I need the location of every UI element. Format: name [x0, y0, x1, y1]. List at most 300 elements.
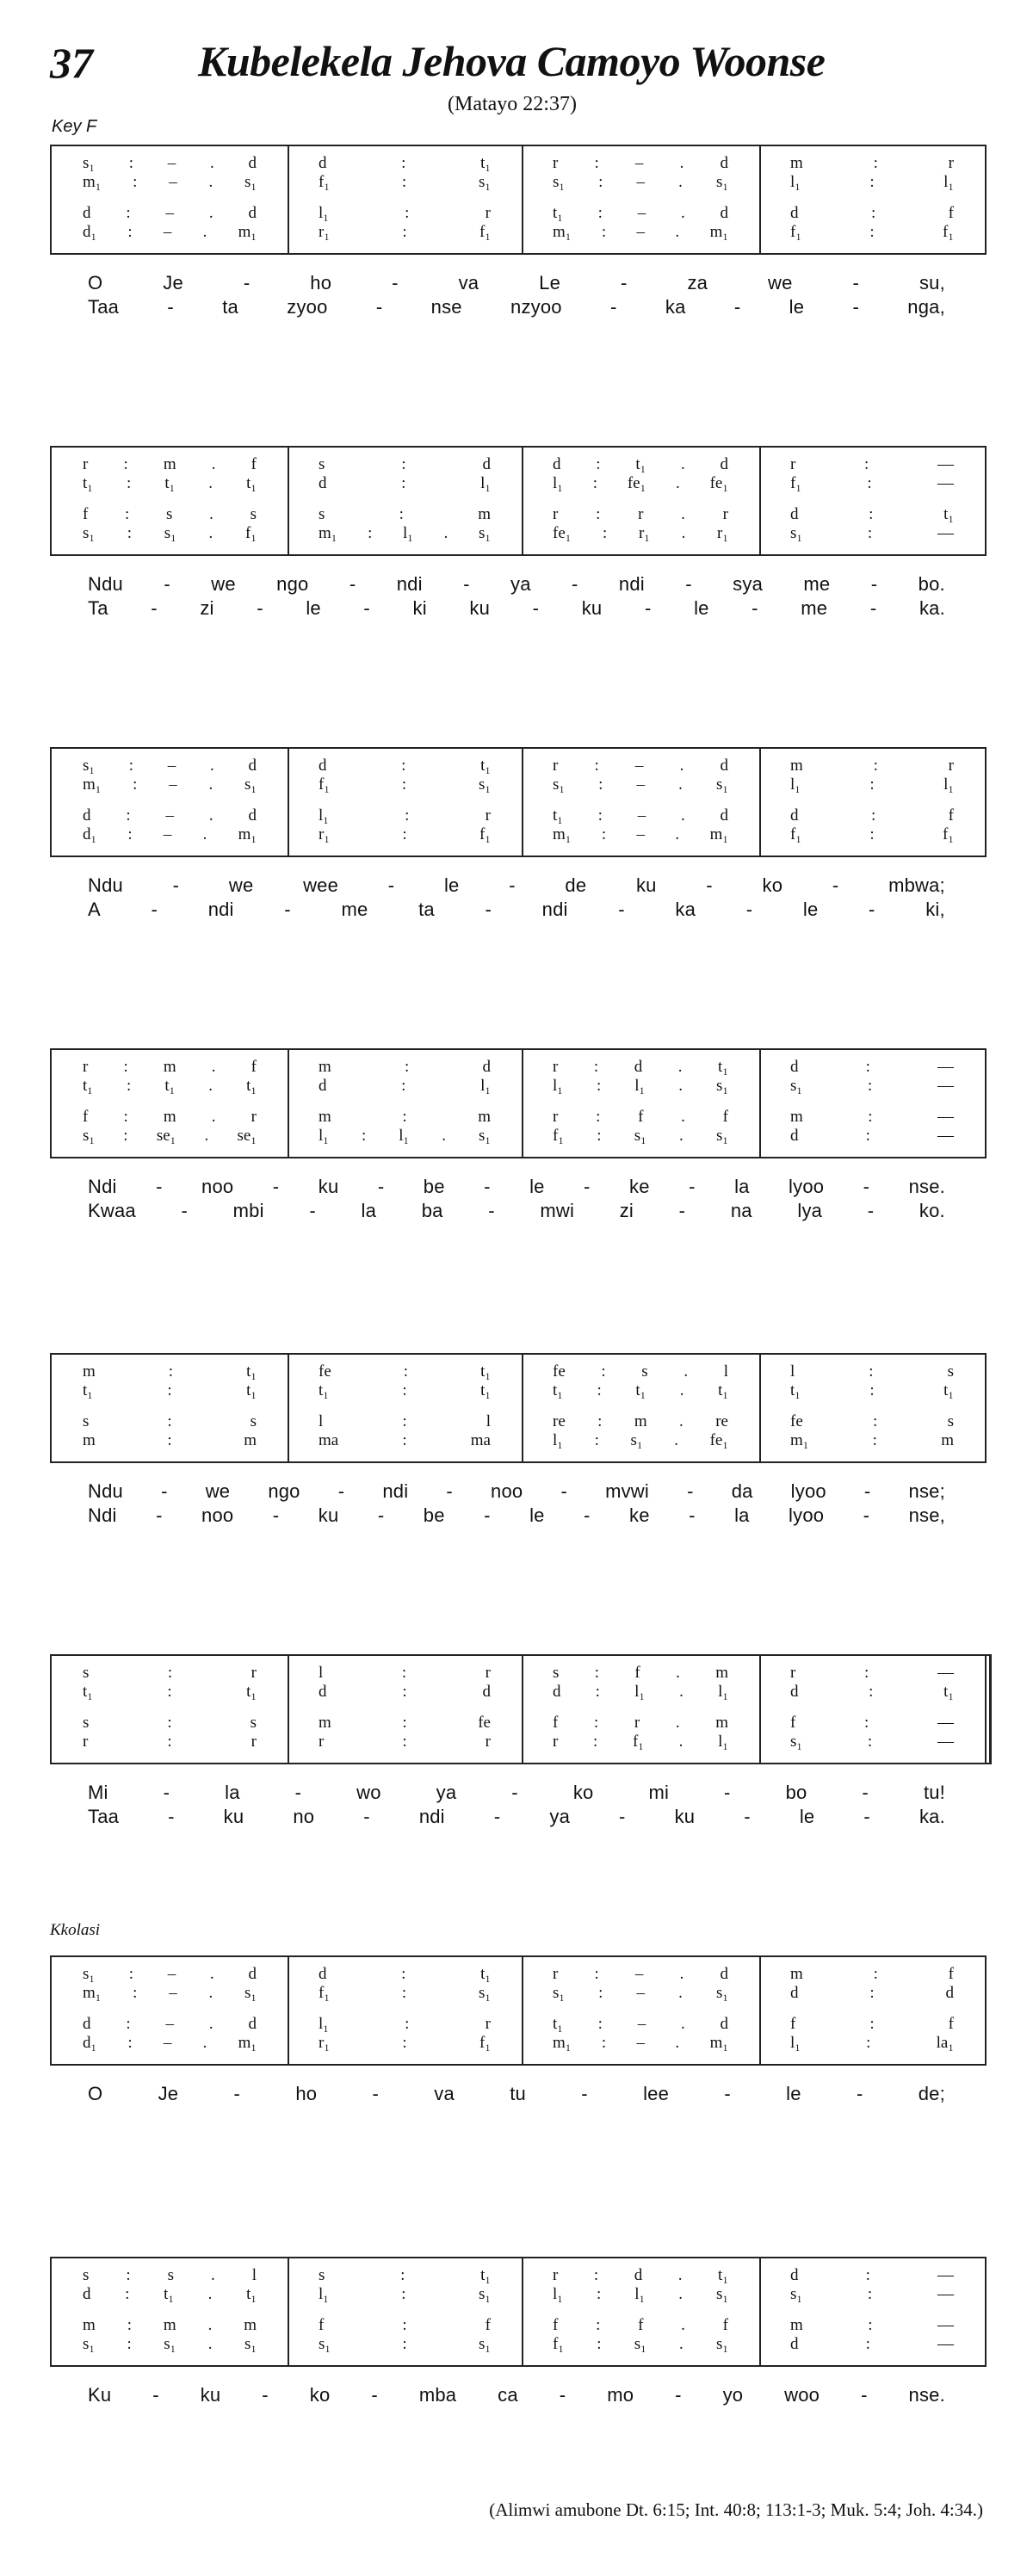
solfa-note: l₁ [319, 204, 329, 222]
solfa-note: f [83, 505, 89, 523]
solfa-note: : [401, 1965, 406, 1983]
lyric-syllable: Ndu [88, 573, 123, 595]
lyric-syllable: ndi [418, 1806, 445, 1827]
measure-notes [52, 1076, 288, 1096]
solfa-note: fe₁ [553, 524, 572, 542]
solfa-note: : [868, 2316, 873, 2334]
solfa-note: . [208, 173, 213, 191]
lyric-syllable: wo [356, 1782, 381, 1803]
solfa-note: l₁ [790, 173, 801, 191]
solfa-note: m [244, 2316, 257, 2334]
solfa-note: . [680, 2015, 685, 2033]
lyric-syllable: ta [418, 899, 435, 920]
solfa-note: d [790, 1683, 799, 1701]
solfa-note: m [634, 1412, 647, 1430]
lyric-syllable: lee [643, 2083, 670, 2104]
lyric-syllable: - [689, 1504, 696, 1526]
solfa-note: r [83, 1733, 89, 1751]
solfa-note: s [83, 1412, 90, 1430]
solfa-note: . [677, 1058, 683, 1076]
solfa-note: — [937, 524, 954, 542]
solfa-note: la₁ [936, 2034, 954, 2052]
solfa-note: : [864, 1664, 869, 1682]
voice-part-line [52, 2284, 985, 2305]
lyric-syllable: - [377, 1176, 385, 1197]
lyric-syllable: - [168, 1806, 175, 1827]
solfa-note: : [594, 1965, 599, 1983]
solfa-note: . [678, 775, 683, 794]
lyric-syllable: ku [223, 1806, 244, 1827]
solfa-note: f₁ [245, 524, 257, 542]
solfa-note: s₁ [244, 173, 257, 191]
solfa-note: : [401, 154, 406, 172]
solfa-note: : [127, 825, 133, 843]
lyric-syllable: - [610, 296, 617, 318]
voice-part-line [52, 1713, 985, 1733]
solfa-note: . [210, 1965, 214, 1983]
solfa-note: d [248, 806, 257, 825]
solfa-note: s₁ [634, 2335, 646, 2353]
solfa-note: d [720, 154, 728, 172]
lyric-syllable: le [786, 2083, 801, 2104]
solfa-note: : [127, 2335, 132, 2353]
solfa-note: . [211, 1108, 216, 1126]
lyric-syllable: le [802, 899, 819, 920]
lyric-syllable: - [560, 1480, 567, 1502]
voice-part-line [52, 2315, 985, 2336]
solfa-note: t₁ [553, 2015, 563, 2033]
measure-notes [52, 523, 288, 544]
lyric-syllable: - [863, 1176, 870, 1197]
measure-notes [288, 2315, 522, 2336]
measure-notes [288, 2284, 522, 2305]
solfa-note: . [679, 1965, 684, 1983]
solfa-note: t₁ [790, 1381, 801, 1399]
lyric-syllable: - [372, 2083, 380, 2104]
lyric-syllable: - [678, 1200, 686, 1221]
solfa-note: s [319, 2266, 325, 2284]
music-system [50, 2257, 987, 2406]
solfa-note: t₁ [635, 1381, 646, 1399]
solfa-note: – [163, 825, 172, 843]
lyric-syllable: - [618, 899, 625, 920]
voice-part-line [52, 153, 985, 174]
solfa-note: : [128, 757, 134, 775]
solfa-note: l₁ [319, 806, 329, 825]
measure-notes [52, 203, 288, 224]
solfa-note: d [83, 806, 91, 825]
lyric-syllable: - [284, 899, 291, 920]
lyric-syllable: za [687, 272, 708, 293]
solfa-note: s [319, 455, 325, 473]
lyric-syllable: - [446, 1480, 453, 1502]
lyric-syllable: - [744, 1806, 751, 1827]
solfa-note: d [553, 1683, 561, 1701]
solfa-note: d [248, 204, 257, 222]
measure-notes [759, 1663, 985, 1683]
solfa-note: d [790, 505, 799, 523]
measure-notes [522, 1381, 759, 1401]
solfa-note: f₁ [479, 223, 491, 241]
solfa-note: f [638, 2316, 644, 2334]
lyric-syllable: - [164, 573, 170, 595]
lyric-syllable: nga, [907, 296, 945, 318]
measure-notes [52, 1983, 288, 2004]
solfa-note: f [722, 1108, 728, 1126]
measure-notes [522, 1126, 759, 1146]
solfa-note: r [634, 1714, 640, 1732]
solfa-note: : [400, 2266, 405, 2284]
solfa-note: t₁ [83, 1683, 93, 1701]
measure-notes [52, 454, 288, 475]
solfa-note: — [937, 1058, 954, 1076]
song-header [0, 0, 1033, 138]
solfa-note: : [405, 204, 410, 222]
solfa-note: t₁ [943, 1381, 954, 1399]
solfa-note: : [401, 1664, 407, 1682]
measure-notes [522, 2315, 759, 2336]
solfa-note: : [596, 505, 601, 523]
lyric-syllable: ba [421, 1200, 443, 1221]
voice-part-line [52, 1107, 985, 1127]
voice-part-line [52, 1412, 985, 1432]
measure-notes [288, 1663, 522, 1683]
solfa-note: . [680, 204, 685, 222]
solfa-note: f [485, 2316, 491, 2334]
lyric-line [50, 874, 983, 900]
staff-box [50, 2257, 987, 2367]
lyric-syllable: ndi [382, 1480, 409, 1502]
lyric-syllable: - [181, 1200, 189, 1221]
lyric-syllable: - [584, 1176, 591, 1197]
solfa-note: – [165, 2015, 174, 2033]
solfa-note: – [637, 2015, 646, 2033]
solfa-note: d₁ [83, 223, 97, 241]
solfa-note: m₁ [83, 775, 102, 794]
measure-notes [522, 2334, 759, 2355]
solfa-note: : [368, 524, 373, 542]
solfa-note: : [873, 154, 878, 172]
solfa-note: s₁ [83, 154, 96, 172]
lyric-syllable: bo. [918, 573, 945, 595]
lyric-syllable: - [863, 1504, 870, 1526]
measure-notes [759, 1964, 985, 1985]
solfa-note: f₁ [790, 474, 801, 492]
measure-notes [759, 825, 985, 845]
solfa-note: t₁ [246, 1077, 257, 1095]
lyric-syllable: - [272, 1176, 280, 1197]
solfa-note: f [638, 1108, 644, 1126]
solfa-note: — [937, 1108, 954, 1126]
solfa-note: : [594, 154, 599, 172]
measure-notes [52, 172, 288, 193]
solfa-note: f [948, 204, 954, 222]
measure-notes [522, 2284, 759, 2305]
solfa-note: d [83, 2015, 91, 2033]
solfa-note: . [680, 455, 685, 473]
measure-notes [52, 473, 288, 494]
solfa-note: s₁ [790, 524, 803, 542]
lyric-syllable: - [532, 597, 540, 619]
measure-notes [759, 756, 985, 776]
solfa-note: : [597, 1381, 602, 1399]
measure-notes [522, 2014, 759, 2035]
solfa-note: d [319, 474, 327, 492]
solfa-note: . [202, 2034, 207, 2052]
lyric-syllable: la [361, 1200, 377, 1221]
measure-notes [52, 2334, 288, 2355]
lyric-syllable: ndi [618, 573, 645, 595]
solfa-note: – [636, 825, 645, 843]
measure-notes [52, 1430, 288, 1451]
measure-notes [52, 1663, 288, 1683]
solfa-note: : [126, 2266, 131, 2284]
solfa-note: : [167, 1683, 172, 1701]
solfa-note: l₁ [319, 2015, 329, 2033]
lyric-syllable: - [870, 573, 878, 595]
solfa-note: f₁ [319, 775, 330, 794]
solfa-note: s [250, 1412, 257, 1430]
solfa-note: t₁ [480, 1362, 491, 1381]
solfa-note: . [208, 1984, 213, 2002]
measure-notes [759, 504, 985, 525]
solfa-note: : [598, 1984, 603, 2002]
lyric-syllable: - [257, 597, 263, 619]
solfa-note: r [251, 1108, 257, 1126]
solfa-note: : [127, 524, 133, 542]
lyric-syllable: Ta [88, 597, 108, 619]
solfa-note: f₁ [479, 2034, 491, 2052]
solfa-note: r₁ [717, 524, 728, 542]
lyric-syllable: ndi [541, 899, 568, 920]
solfa-note: — [937, 1733, 954, 1751]
measure-notes [759, 2334, 985, 2355]
measure-notes [288, 1381, 522, 1401]
lyric-syllable: le [529, 1176, 545, 1197]
solfa-note: . [681, 2316, 685, 2334]
solfa-note: m [941, 1431, 954, 1449]
measure-notes [288, 1076, 522, 1096]
measure-notes [288, 473, 522, 494]
lyric-syllable: - [375, 296, 383, 318]
solfa-note: d [790, 1984, 799, 2002]
solfa-note: . [202, 223, 207, 241]
solfa-note: – [167, 1965, 176, 1983]
solfa-note: s₁ [715, 775, 728, 794]
solfa-note: : [867, 474, 872, 492]
solfa-note: l₁ [634, 2285, 646, 2303]
solfa-note: : [865, 1127, 870, 1145]
lyric-syllable: da [731, 1480, 753, 1502]
solfa-note: f₁ [790, 223, 801, 241]
lyric-syllable: na [730, 1200, 752, 1221]
lyric-syllable: - [675, 2384, 682, 2406]
lyric-syllable: Ndu [88, 1480, 123, 1502]
lyric-syllable: la [225, 1782, 240, 1803]
solfa-note: s₁ [553, 775, 566, 794]
solfa-note: — [937, 1714, 954, 1732]
solfa-note: : [873, 757, 878, 775]
lyric-syllable: woo [784, 2384, 820, 2406]
solfa-note: . [678, 1077, 683, 1095]
solfa-note: s₁ [319, 2335, 331, 2353]
lyric-syllable: mvwi [605, 1480, 649, 1502]
solfa-note: : [168, 1362, 174, 1381]
voice-part-line [52, 2334, 985, 2355]
solfa-note: s₁ [715, 1127, 728, 1145]
music-system [50, 1353, 987, 1526]
solfa-note: – [636, 1984, 645, 2002]
solfa-note: . [679, 1381, 684, 1399]
measure-notes [759, 473, 985, 494]
solfa-note: r [553, 1108, 559, 1126]
solfa-note: – [636, 173, 645, 191]
chorus-label: Kkolasi [50, 1921, 101, 1939]
lyric-syllable: - [349, 573, 356, 595]
solfa-note: . [207, 2335, 213, 2353]
solfa-note: : [402, 825, 407, 843]
solfa-note: : [869, 505, 874, 523]
measure-notes [759, 2315, 985, 2336]
lyric-syllable: ki, [925, 899, 945, 920]
solfa-note: – [163, 2034, 172, 2052]
measure-notes [288, 775, 522, 795]
measure-notes [288, 153, 522, 174]
solfa-note: : [401, 1984, 407, 2002]
lyric-line [50, 1200, 983, 1226]
solfa-note: s₁ [553, 1984, 566, 2002]
solfa-note: f [948, 2015, 954, 2033]
lyric-syllable: - [463, 573, 470, 595]
solfa-note: l₁ [790, 2034, 801, 2052]
lyric-syllable: zi [200, 597, 214, 619]
lyric-syllable: - [724, 2083, 731, 2104]
solfa-note: – [167, 757, 176, 775]
solfa-note: : [594, 1664, 600, 1682]
solfa-note: l [723, 1362, 728, 1381]
measure-notes [288, 1732, 522, 1752]
solfa-note: r [553, 1733, 559, 1751]
solfa-note: s₁ [790, 2285, 803, 2303]
solfa-note: — [937, 1077, 954, 1095]
solfa-note: s₁ [478, 524, 491, 542]
solfa-note: . [211, 2266, 215, 2284]
solfa-note: r [485, 2015, 491, 2033]
lyric-syllable: tu [510, 2083, 526, 2104]
solfa-note: m [83, 2316, 96, 2334]
solfa-note: r [948, 757, 954, 775]
solfa-note: t₁ [943, 505, 954, 523]
measure-notes [288, 1107, 522, 1127]
solfa-note: : [405, 1058, 410, 1076]
solfa-note: . [208, 204, 213, 222]
solfa-note: l₁ [790, 775, 801, 794]
lyric-syllable: we [205, 1480, 231, 1502]
lyric-syllable: ngo [276, 573, 309, 595]
lyric-syllable: ku [674, 1806, 696, 1827]
solfa-note: m [163, 1058, 176, 1076]
solfa-note: m₁ [553, 2034, 572, 2052]
measure-notes [52, 1381, 288, 1401]
lyric-syllable: - [363, 1806, 370, 1827]
solfa-note: . [675, 2034, 680, 2052]
lyric-syllable: Ndu [88, 874, 123, 896]
solfa-note: s₁ [83, 1965, 96, 1983]
lyric-syllable: be [423, 1504, 445, 1526]
solfa-note: – [169, 1984, 177, 2002]
solfa-note: . [678, 1984, 683, 2002]
solfa-note: : [869, 1381, 875, 1399]
lyric-syllable: - [619, 1806, 626, 1827]
solfa-note: . [208, 1077, 213, 1095]
solfa-note: r [790, 455, 796, 473]
lyric-syllable: wee [303, 874, 339, 896]
voice-part-line [52, 1430, 985, 1451]
lyric-syllable: lyoo [789, 1176, 825, 1197]
solfa-note: : [593, 1733, 598, 1751]
lyric-syllable: - [572, 573, 578, 595]
measure-notes [759, 2284, 985, 2305]
lyric-syllable: - [745, 899, 753, 920]
solfa-note: — [937, 2316, 954, 2334]
lyric-syllable: su, [919, 272, 945, 293]
measure-notes [52, 775, 288, 795]
lyric-syllable: de [565, 874, 587, 896]
solfa-note: : [167, 1381, 172, 1399]
solfa-note: s [250, 505, 257, 523]
solfa-note: s [319, 505, 325, 523]
solfa-note: . [678, 2285, 683, 2303]
lyric-syllable: - [852, 272, 860, 293]
footer-reference: (Alimwi amubone Dt. 6:15; Int. 40:8; 113:1-3; Muk. 5:4; Joh. 4:34.) [489, 2499, 983, 2520]
solfa-note: : [133, 173, 138, 191]
lyric-syllable: ko [572, 1782, 594, 1803]
solfa-note: s₁ [478, 1127, 491, 1145]
lyric-syllable: ka [675, 899, 696, 920]
solfa-note: l [486, 1412, 491, 1430]
solfa-note: s [83, 2266, 90, 2284]
measure-notes [52, 825, 288, 845]
measure-notes [759, 454, 985, 475]
solfa-note: s₁ [478, 1984, 491, 2002]
solfa-note: m [319, 1108, 331, 1126]
lyric-syllable: ku [318, 1504, 339, 1526]
solfa-note: l₁ [480, 474, 491, 492]
solfa-note: d [319, 1965, 327, 1983]
lyric-syllable: lyoo [790, 1480, 826, 1502]
staff-box [50, 446, 987, 556]
solfa-note: : [123, 1127, 128, 1145]
lyric-syllable: - [377, 1504, 385, 1526]
solfa-note: d [482, 1683, 491, 1701]
measure-notes [522, 1663, 759, 1683]
lyric-syllable: ta [222, 296, 238, 318]
solfa-note: t₁ [83, 1381, 93, 1399]
solfa-note: . [209, 505, 213, 523]
measure-notes [52, 1682, 288, 1702]
solfa-note: l₁ [718, 1733, 728, 1751]
lyric-syllable: - [689, 1176, 696, 1197]
solfa-note: d [634, 2266, 643, 2284]
solfa-note: : [125, 505, 130, 523]
solfa-note: : [597, 2335, 602, 2353]
lyric-syllable: ko [309, 2384, 331, 2406]
lyric-line [50, 1504, 983, 1530]
solfa-note: . [208, 524, 213, 542]
solfa-note: m₁ [790, 1431, 809, 1449]
measure-notes [759, 1107, 985, 1127]
solfa-note: — [937, 1664, 954, 1682]
